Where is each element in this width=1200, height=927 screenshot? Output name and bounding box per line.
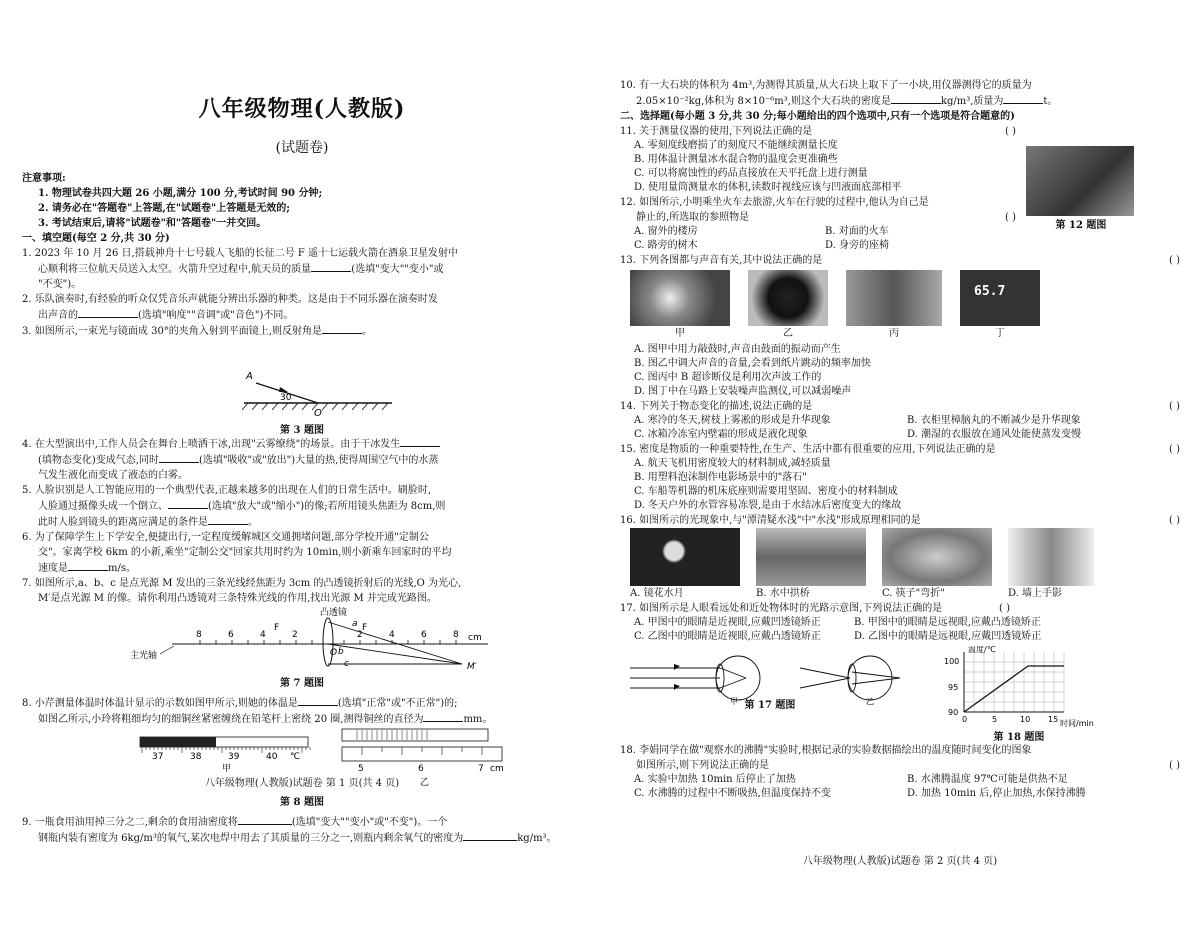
option[interactable]: B. 甲图中的眼睛是远视眼,应戴凸透镜矫正 [854, 617, 1041, 628]
question-17: 17. 如图所示是人眼看远处和近处物体时的光路示意图,下列说法正确的是 ( ) [620, 603, 1010, 614]
question-5: 5. 人脸识别是人工智能应用的一个典型代表,正越来越多的出现在人们的日常生活中。刷脸时, 人脸通过摄像头成一个倒立、 (选填"放大"或"缩小")的像;若所用镜头焦距为 8cm,则 此时人脸到镜头的距离应满足的条件是 。 [22, 485, 446, 528]
question-6: 6. 为了保障学生上下学安全,便捷出行,一定程度缓解城区交通拥堵问题,部分学校开通"定制公 交"。家离学校 6km 的小新,乘坐"定制公交"回家共用时约为 10min,则小新乘车回家时的平均 速度是 m/s。 [22, 532, 452, 574]
figure-3-mirror-diagram [22, 339, 582, 421]
ray-c-label: c [344, 659, 349, 669]
question-18-options [620, 773, 1180, 801]
option[interactable]: C. 图丙中 B 超诊断仪是利用次声波工作的 [634, 372, 822, 383]
answer-blank[interactable] [311, 261, 351, 272]
question-8: 8. 小芹测量体温时体温计显示的示数如图甲所示,则她的体温是 (选填"正常"或"不正常")的; 如图乙所示,小玲将粗细均匀的细铜丝紧密缠绕在铅笔杆上密绕 20 圈,测得铜丝的直径为 mm。 [22, 695, 582, 727]
thermo-tick: 37 [152, 752, 164, 762]
image-m-label: M′ [467, 662, 477, 670]
x-tick: 15 [1048, 715, 1059, 724]
option[interactable]: D. 冬天户外的水管容易冻裂,是由于水结冰后密度变大的缘故 [634, 500, 902, 511]
thermo-tick: 39 [228, 752, 240, 762]
question-7: 7. 如图所示,a、b、c 是点光源 M 发出的三条光线经焦距为 3cm 的凸透镜折射后的光线,O 为光心, M′是点光源 M 的像。请你利用凸透镜对三条特殊光线的作用,找出光源 M 并完成光路图。 [22, 578, 462, 604]
tick-label: 6 [421, 630, 427, 640]
answer-blank[interactable] [78, 307, 138, 318]
train-photo [1026, 146, 1134, 216]
section-2-heading: 二、选择题(每小题 3 分,共 30 分;每小题给出的四个选项中,只有一个选项是符合题意的) [620, 111, 1015, 122]
x-axis-label: 时间/min [1060, 719, 1094, 728]
option[interactable]: A. 零刻度线磨损了的刻度尺不能继续测量长度 [634, 140, 838, 151]
answer-paren[interactable]: ( ) [1169, 401, 1180, 412]
yi-label: 乙 [420, 778, 430, 788]
option[interactable]: A. 甲图中的眼睛是近视眼,应戴凹透镜矫正 [634, 617, 821, 628]
label-o: O [314, 408, 322, 419]
figure-12-caption: 第 12 题图 [1055, 220, 1107, 231]
lens-label: 凸透镜 [320, 608, 348, 618]
question-13-options [620, 343, 1180, 399]
tick-label: 8 [453, 630, 459, 640]
question-12-options [620, 225, 1016, 253]
option[interactable]: A. 镜花水月 [630, 588, 684, 599]
option[interactable]: D. 使用量筒测量水的体积,读数时视线应该与凹液面底部相平 [634, 182, 902, 193]
option[interactable]: B. 水沸腾温度 97℃可能是供热不足 [907, 774, 1068, 785]
section-1-heading: 一、填空题(每空 2 分,共 30 分) [22, 233, 170, 244]
answer-paren[interactable]: ( ) [1169, 444, 1180, 455]
tick-label: 2 [292, 630, 298, 640]
answer-blank[interactable] [159, 452, 199, 463]
ruler-tick: 6 [418, 764, 424, 774]
arch-bridge-photo [756, 528, 866, 586]
option[interactable]: C. 乙图中的眼睛是近视眼,应戴凸透镜矫正 [634, 631, 821, 642]
figure-8-caption: 第 8 题图 [280, 797, 324, 808]
answer-blank[interactable] [238, 814, 292, 825]
answer-blank[interactable] [1003, 93, 1043, 104]
thermometer-mercury [140, 737, 216, 747]
figure-17-caption: 第 17 题图 [744, 700, 796, 711]
hand-shadow-photo [1008, 528, 1094, 586]
answer-paren[interactable]: ( ) [1169, 515, 1180, 526]
option[interactable]: B. 用体温计测量冰水混合物的温度会更准确些 [634, 154, 838, 165]
notes-heading: 注意事项: [22, 173, 66, 184]
figure-3-caption: 第 3 题图 [280, 425, 324, 436]
ruler-tick: 5 [358, 764, 364, 774]
yi-label: 乙 [866, 697, 874, 706]
option[interactable]: A. 窗外的楼房 [634, 226, 698, 237]
option[interactable]: C. 可以将腐蚀性的药品直接放在天平托盘上进行测量 [634, 168, 868, 179]
focus-left-label: F [274, 623, 280, 633]
tick-label: 8 [196, 630, 202, 640]
y-tick: 90 [948, 708, 959, 717]
ultrasound-photo [846, 270, 942, 326]
option[interactable]: B. 用塑料泡沫制作电影场景中的"落石" [634, 472, 807, 483]
option[interactable]: B. 衣柜里樟脑丸的不断减少是升华现象 [907, 415, 1081, 426]
figure-7-lens-diagram [22, 606, 582, 670]
figure-18-chart [934, 646, 1104, 728]
speaker-photo [748, 270, 828, 326]
question-3: 3. 如图所示,一束光与镜面成 30°的夹角入射到平面镜上,则反射角是 。 [22, 323, 582, 339]
noise-reading: 65.7 [974, 284, 1006, 299]
answer-blank[interactable] [68, 560, 108, 571]
ray-b-label: b [338, 647, 344, 657]
unit-label: cm [468, 633, 482, 643]
answer-blank[interactable] [168, 498, 208, 509]
answer-paren[interactable]: ( ) [1005, 212, 1016, 223]
thermo-unit: ℃ [290, 752, 301, 762]
question-9: 9. 一瓶食用油用掉三分之二,剩余的食用油密度将 (选填"变大""变小"或"不变")。一个 钢瓶内装有密度为 6kg/m³的氧气,某次电焊中用去了其质量的三分之一,则瓶内剩余氧气的密度为 kg/m³。 [22, 814, 582, 846]
note-2: 2. 请务必在"答题卷"上答题,在"试题卷"上答题是无效的; [38, 203, 290, 214]
jia-label: 甲 [222, 764, 232, 774]
question-15: 15. 密度是物质的一种重要特性,在生产、生活中都有很重要的应用,下列说法正确的是 ( ) [620, 444, 1180, 455]
question-10: 10. 有一大石块的体积为 4m³,为测得其质量,从大石块上取下了一小块,用仪器测得它的质量为 2.05×10⁻²kg,体积为 8×10⁻⁶m³,则这个大石块的密度是 kg/m³,质量为 t。 [620, 80, 1058, 107]
moon-reflection-photo [630, 528, 740, 586]
answer-blank[interactable] [423, 711, 463, 722]
angle-label: 30 [280, 393, 292, 403]
tick-label: 4 [389, 630, 395, 640]
y-tick: 95 [948, 683, 959, 692]
answer-paren[interactable]: ( ) [1005, 126, 1016, 137]
tick-label: 4 [260, 630, 266, 640]
noise-meter-photo [960, 270, 1040, 326]
exam-title: 八年级物理(人教版) [198, 96, 406, 122]
ruler-unit: cm [490, 764, 504, 774]
drum-photo [630, 270, 730, 326]
answer-paren[interactable]: ( ) [1169, 760, 1180, 771]
answer-blank[interactable] [891, 93, 941, 104]
page-2 [620, 0, 1180, 927]
option[interactable]: D. 墙上手影 [1008, 588, 1063, 599]
option[interactable]: D. 乙图中的眼睛是远视眼,应戴凹透镜矫正 [854, 631, 1042, 642]
ruler-tick: 7 [478, 764, 484, 774]
question-11-options [620, 139, 1016, 195]
question-14-options [620, 414, 1180, 442]
option[interactable]: A. 实验中加热 10min 后停止了加热 [634, 774, 796, 785]
option[interactable]: C. 筷子"弯折" [882, 588, 945, 599]
answer-blank[interactable] [208, 514, 248, 525]
tick-label: 6 [228, 630, 234, 640]
question-18: 18. 李娟同学在做"观察水的沸腾"实验时,根据记录的实验数据描绘出的温度随时间变化的图象 如图所示,则下列说法正确的是 ( ) [620, 745, 1180, 771]
answer-paren[interactable]: ( ) [999, 603, 1010, 614]
x-tick: 10 [1020, 715, 1031, 724]
x-tick: 0 [962, 715, 968, 724]
tick-label: 2 [357, 630, 363, 640]
answer-blank[interactable] [463, 830, 517, 841]
y-tick: 100 [944, 657, 960, 666]
option[interactable]: B. 对面的火车 [825, 226, 889, 237]
question-16: 16. 如图所示的光现象中,与"潭清疑水浅"中"水浅"形成原理相同的是 ( ) [620, 515, 1180, 526]
ray-a-label: a [352, 619, 358, 629]
focus-right-label: F [362, 623, 368, 633]
bent-chopsticks-photo [882, 528, 992, 586]
note-3: 3. 考试结束后,请将"试题卷"和"答题卷"一并交回。 [38, 218, 267, 229]
answer-blank[interactable] [322, 323, 362, 334]
figure-13-images: 甲 乙 丙 65.7 丁 [620, 270, 1180, 341]
jia-label: 甲 [730, 697, 738, 706]
option[interactable]: A. 寒冷的冬天,树枝上雾凇的形成是升华现象 [634, 415, 831, 426]
option[interactable]: C. 水沸腾的过程中不断吸热,但温度保持不变 [634, 788, 831, 799]
answer-blank[interactable] [298, 695, 338, 706]
option[interactable]: D. 潮湿的衣服放在通风处能使蒸发变慢 [907, 429, 1082, 440]
option[interactable]: D. 加热 10min 后,停止加热,水保持沸腾 [907, 788, 1086, 799]
question-17-options [620, 616, 1074, 644]
page-1 [22, 0, 582, 849]
thermo-tick: 38 [190, 752, 202, 762]
thermo-tick: 40 [266, 752, 278, 762]
option[interactable]: B. 水中拱桥 [756, 588, 810, 599]
option[interactable]: C. 车船等机器的机床底座则需要用坚固、密度小的材料制成 [634, 486, 898, 497]
label-a: A [246, 371, 253, 382]
option[interactable]: A. 航天飞机用密度较大的材料制成,减轻质量 [634, 458, 831, 469]
figure-7-caption: 第 7 题图 [280, 678, 324, 689]
question-2: 2. 乐队演奏时,有经验的听众仅凭音乐声就能分辨出乐器的种类。这是由于不同乐器在演奏时发 出声音的 (选填"响度""音调"或"音色")不同。 [22, 294, 438, 321]
exam-subtitle: (试题卷) [275, 140, 329, 156]
question-4: 4. 在大型演出中,工作人员会在舞台上喷洒干冰,出现"云雾缭绕"的场景。由于干冰发生 (填物态变化)变成气态,同时 (选填"吸收"或"放出")大量的热,使得周围空气中的水蒸 气发生液化而变成了液态的白雾。 [22, 436, 582, 483]
option[interactable]: C. 冰箱冷冻室内壁霜的形成是液化现象 [634, 429, 808, 440]
answer-paren[interactable]: ( ) [1169, 255, 1180, 266]
question-1: 1. 2023 年 10 月 26 日,搭载神舟十七号载人飞船的长征二号 F 遥十七运载火箭在酒泉卫星发射中 心顺利将三位航天员送入太空。火箭升空过程中,航天员的质量 (选填"变大""变小"或 "不变")。 [22, 248, 458, 290]
y-axis-label: 温度/℃ [968, 646, 996, 654]
question-13: 13. 下列各图都与声音有关,其中说法正确的是 ( ) [620, 255, 1180, 266]
option[interactable]: D. 图丁中在马路上安装噪声监测仪,可以减弱噪声 [634, 386, 852, 397]
main-axis-label: 主光轴 [130, 651, 158, 661]
figure-16-images [620, 528, 1180, 601]
option[interactable]: A. 图甲中用力敲鼓时,声音由鼓面的振动而产生 [634, 344, 841, 355]
option[interactable]: B. 图乙中调大声音的音量,会看到纸片跳动的频率加快 [634, 358, 871, 369]
option[interactable]: C. 路旁的树木 [634, 240, 698, 251]
optic-center-label: O [330, 648, 338, 658]
note-1: 1. 物理试卷共四大题 26 小题,满分 100 分,考试时间 90 分钟; [38, 188, 323, 199]
question-14: 14. 下列关于物态变化的描述,说法正确的是 ( ) [620, 401, 1180, 412]
option[interactable]: D. 身旁的座椅 [825, 240, 890, 251]
question-12: 12. 如图所示,小明乘坐火车去旅游,火车在行驶的过程中,他认为自己是 静止的,所选取的参照物是 ( ) [620, 197, 1016, 223]
x-tick: 5 [992, 715, 998, 724]
answer-blank[interactable] [400, 436, 440, 447]
page-2-footer: 八年级物理(人教版)试题卷 第 2 页(共 4 页) [802, 856, 998, 867]
question-11: 11. 关于测量仪器的使用,下列说法正确的是 ( ) [620, 126, 1016, 137]
question-15-options [620, 457, 1180, 513]
figure-18-caption: 第 18 题图 [993, 732, 1045, 743]
page-1-footer: 八年级物理(人教版)试题卷 第 1 页(共 4 页) [204, 778, 400, 789]
